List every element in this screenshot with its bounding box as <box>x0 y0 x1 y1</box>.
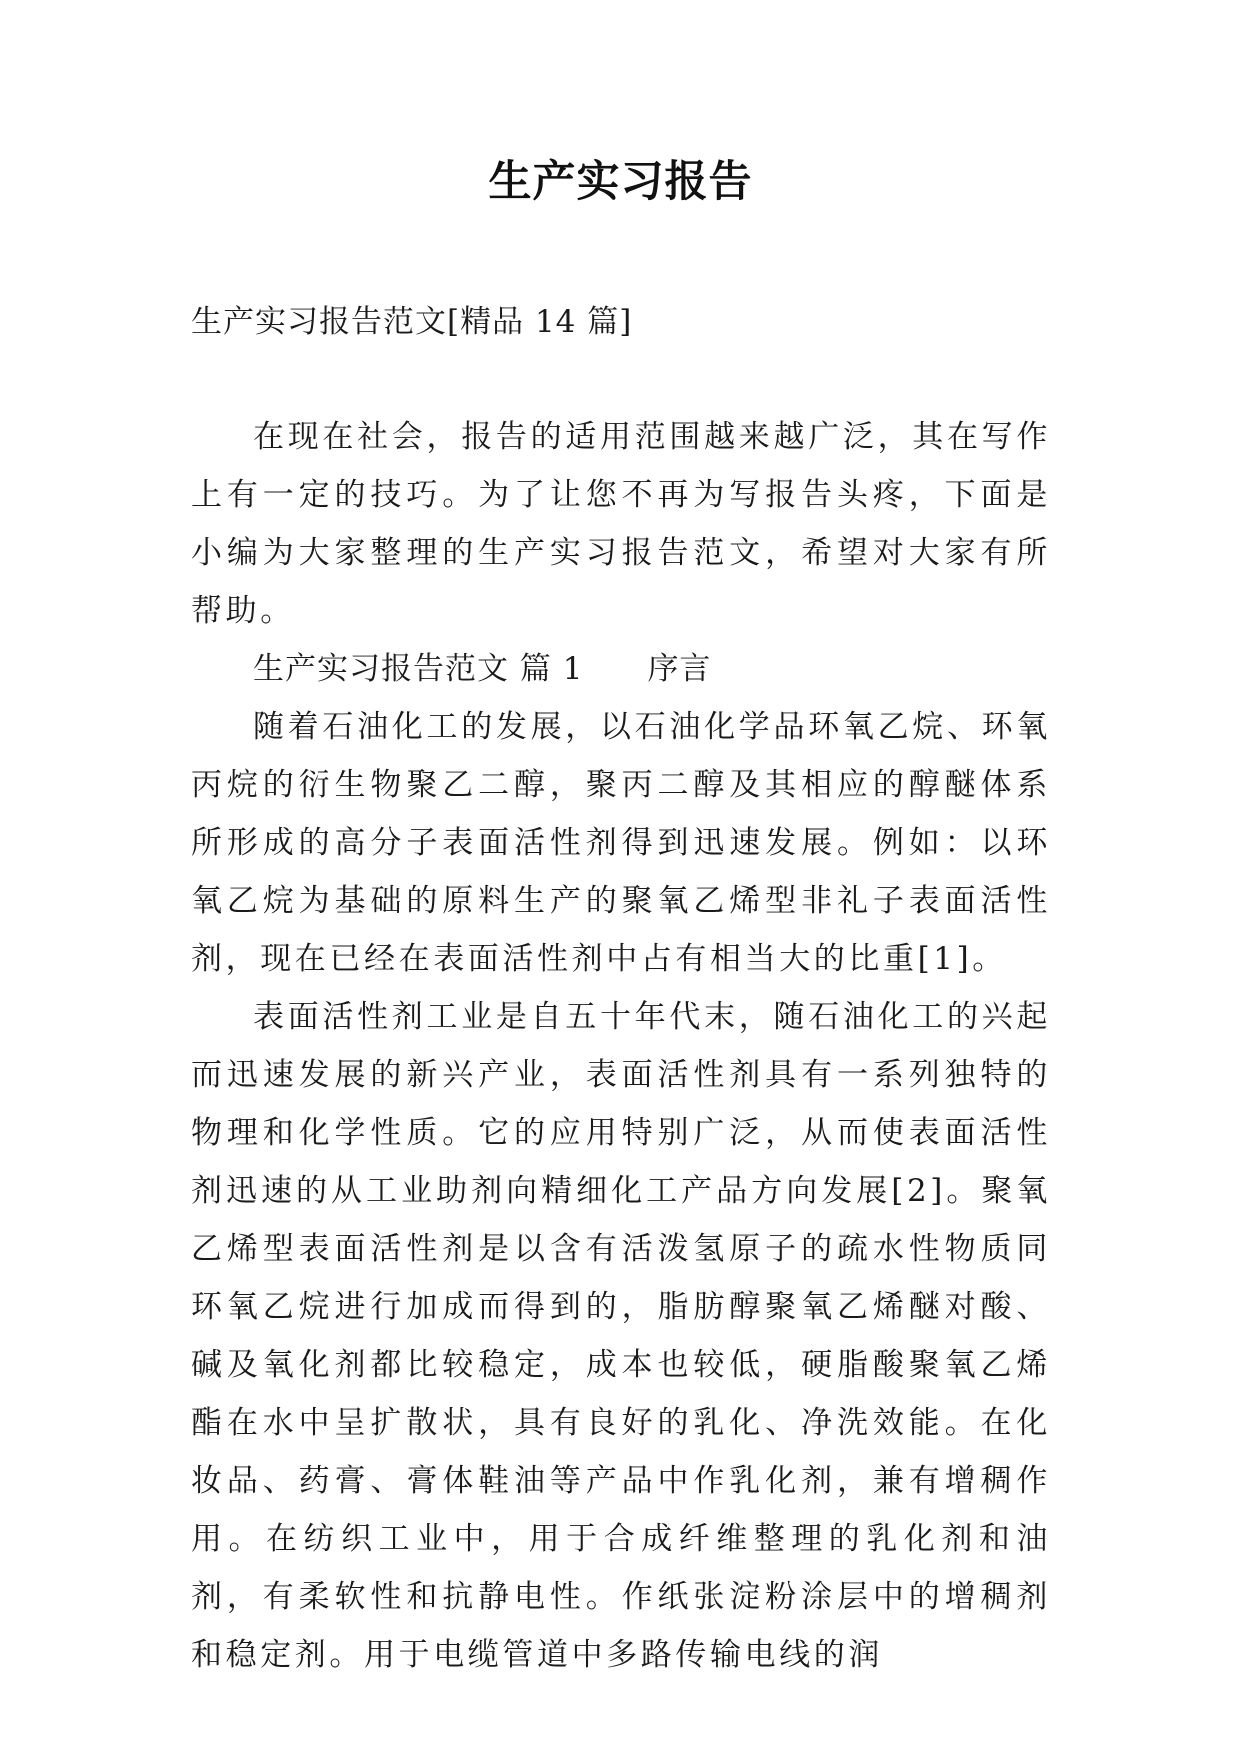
intro-paragraph: 在现在社会，报告的适用范围越来越广泛，其在写作上有一定的技巧。为了让您不再为写报告头疼，下面是小编为大家整理的生产实习报告范文，希望对大家有所帮助。 <box>191 419 1051 629</box>
document-title: 生产实习报告 <box>488 157 753 207</box>
body-paragraph: 随着石油化工的发展，以石油化学品环氧乙烷、环氧丙烷的衍生物聚乙二醇，聚丙二醇及其相应的醇醚体系所形成的高分子表面活性剂得到迅速发展。例如：以环氧乙烷为基础的原料生产的聚氧乙烯型非礼子表面活性剂，现在已经在表面活性剂中占有相当大的比重[1]。 <box>191 709 1051 977</box>
section-heading-sub: 序言 <box>647 651 712 687</box>
body-paragraph: 表面活性剂工业是自五十年代末，随石油化工的兴起而迅速发展的新兴产业，表面活性剂具有一系列独特的物理和化学性质。它的应用特别广泛，从而使表面活性剂迅速的从工业助剂向精细化工产品方向发展[2]。聚氧乙烯型表面活性剂是以含有活泼氢原子的疏水性物质同环氧乙烷进行加成而得到的，脂肪醇聚氧乙烯醚对酸、碱及氧化剂都比较稳定，成本也较低，硬脂酸聚氧乙烯酯在水中呈扩散状，具有良好的乳化、净洗效能。在化妆品、药膏、膏体鞋油等产品中作乳化剂，兼有增稠作用。在纺织工业中，用于合成纤维整理的乳化剂和油剂，有柔软性和抗静电性。作纸张淀粉涂层中的增稠剂和稳定剂。用于电缆管道中多路传输电线的润 <box>191 999 1051 1673</box>
section-heading <box>191 640 1051 698</box>
document-body <box>191 408 1051 1684</box>
section-heading-label: 生产实习报告范文 篇 1 <box>253 651 584 687</box>
document-subtitle: 生产实习报告范文[精品 14 篇] <box>191 304 633 340</box>
